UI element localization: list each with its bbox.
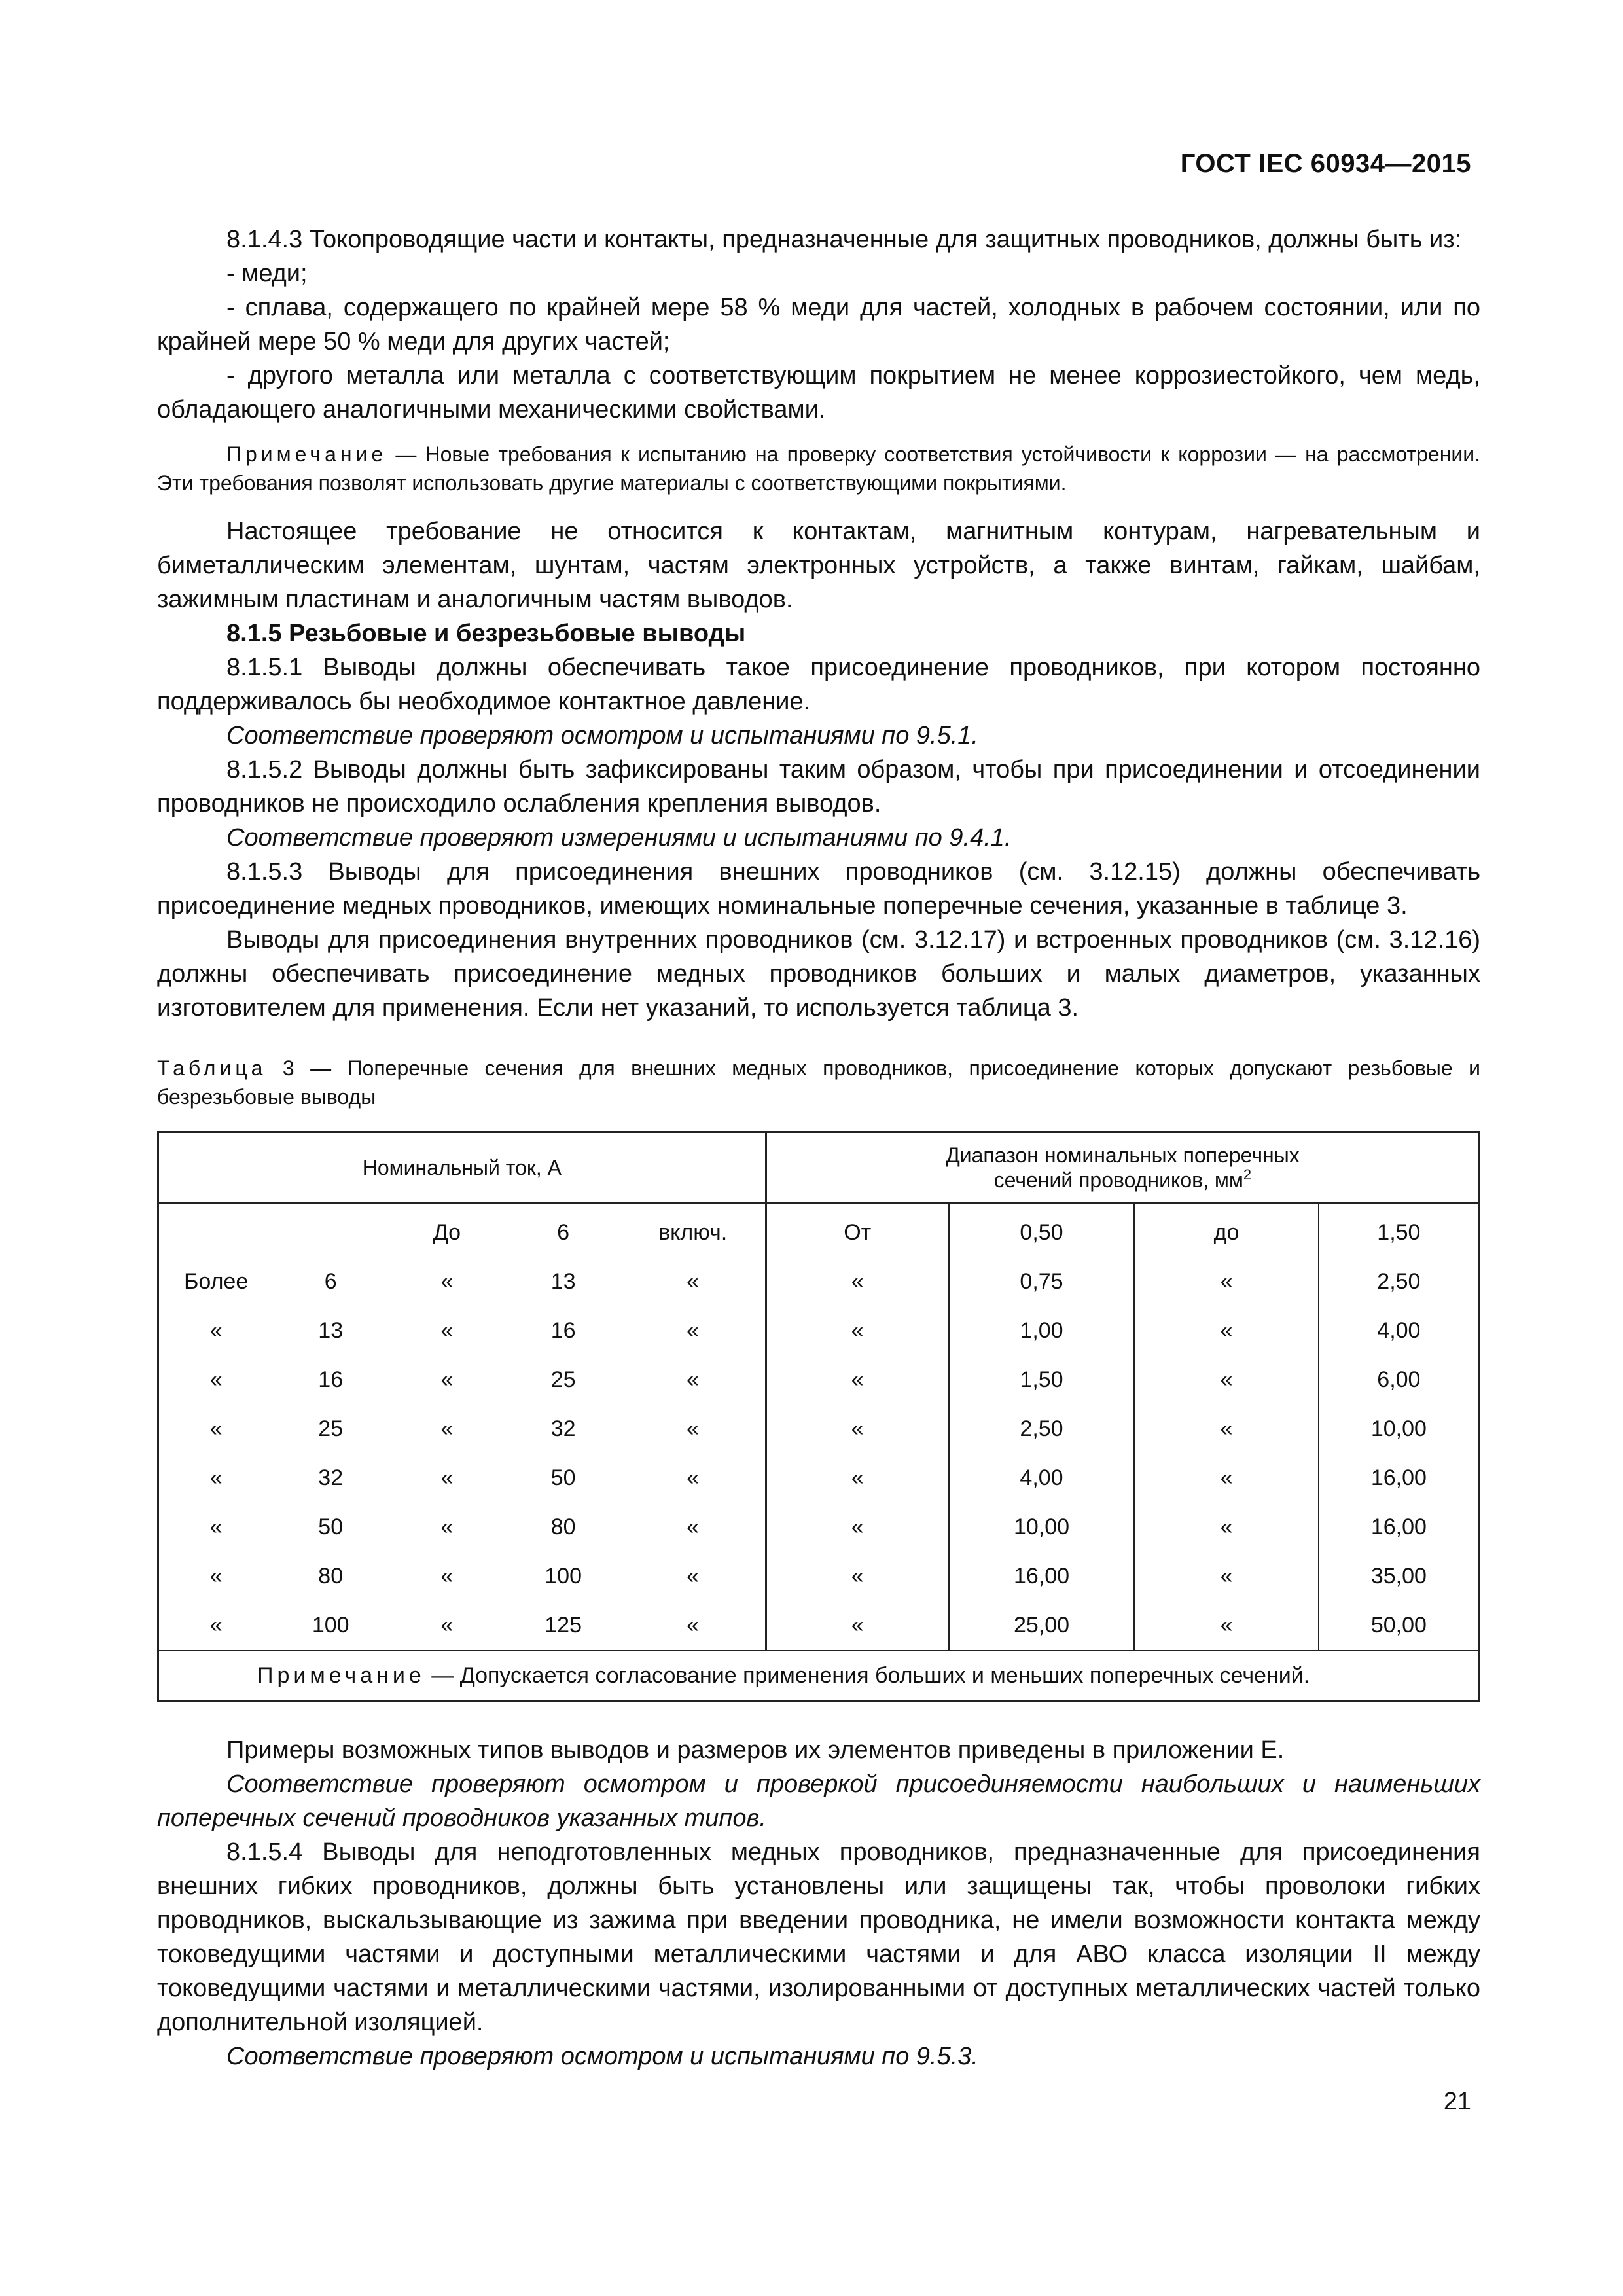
header-nominal-current: Номинальный ток, А <box>158 1132 766 1204</box>
table-row <box>158 1405 1480 1454</box>
clause-8-1-5-3-internal: Выводы для присоединения внутренних проводников (см. 3.12.17) и встроенных проводников (см. 3.12.16) должны обеспечивать присоединение медных проводников больших и малых диаметров, указанных изготовителем для применения. Если нет указаний, то используется таблица 3. <box>157 926 1480 1022</box>
table-cell: 16 <box>550 1318 576 1343</box>
list-item: - меди; <box>226 260 308 287</box>
table-cell: 4,00 <box>949 1454 1135 1503</box>
table-cell: « <box>851 1367 864 1392</box>
document-code: ГОСТ IEC 60934—2015 <box>1180 149 1471 178</box>
table-note-row <box>158 1651 1480 1701</box>
table-cell: « <box>209 1318 223 1343</box>
annex-reference: Примеры возможных типов выводов и размеров их элементов приведены в приложении Е. <box>226 1736 1285 1764</box>
clause-8-1-5-4: 8.1.5.4 Выводы для неподготовленных медных проводников, предназначенные для присоединения внешних гибких проводников, должны быть установлены или защищены так, чтобы проволоки гибких проводников, выскальзывающие из зажима при введении проводника, не имели возможности контакта между токоведущими частями и доступными металлическими частями и для АВО класса изоляции II между токоведущими частями и металлическими частями, изолированными от доступных металлических частей только дополнительной изоляцией. <box>157 1839 1480 2036</box>
table-note-label: Примечание <box>257 1662 425 1688</box>
table-cell: « <box>440 1318 454 1343</box>
table-cell: « <box>1134 1405 1318 1454</box>
table-cell: « <box>851 1269 864 1294</box>
note-text: — Новые требования к испытанию на проверку соответствия устойчивости к коррозии — на рассмотрении. Эти требования позволят использовать другие материалы с соответствующими покрытиями. <box>157 442 1480 495</box>
clause-8-1-5-3: 8.1.5.3 Выводы для присоединения внешних проводников (см. 3.12.15) должны обеспечивать присоединение медных проводников, имеющих номинальные поперечные сечения, указанные в таблице 3. <box>157 858 1480 920</box>
table-cell: 16,00 <box>1319 1454 1480 1503</box>
table-cell: « <box>621 1601 766 1651</box>
table-cell: « <box>209 1416 223 1441</box>
table-cell: 16,00 <box>1319 1503 1480 1552</box>
table-cell: 6,00 <box>1319 1355 1480 1405</box>
table-row <box>158 1306 1480 1355</box>
table-cell: 0,75 <box>949 1257 1135 1306</box>
table-cell: До <box>433 1220 461 1245</box>
table-cell: 0,50 <box>949 1204 1135 1258</box>
table-cell <box>158 1204 274 1258</box>
table-cell: « <box>851 1318 864 1343</box>
table-cell: 35,00 <box>1319 1552 1480 1601</box>
table-cell: 1,50 <box>949 1355 1135 1405</box>
table-cell: « <box>440 1515 454 1539</box>
table-cell: « <box>1134 1601 1318 1651</box>
table-cell: 16 <box>318 1367 344 1392</box>
table-cell: « <box>851 1416 864 1441</box>
table-row <box>158 1454 1480 1503</box>
table-cell: 125 <box>544 1613 582 1638</box>
exclusion-paragraph: Настоящее требование не относится к контактам, магнитным контурам, нагревательным и биметаллическим элементам, шунтам, частям электронных устройств, а также винтам, гайкам, шайбам, зажимным пластинам и аналогичным частям выводов. <box>157 518 1480 613</box>
table-cell: 50 <box>550 1465 576 1490</box>
table-row <box>158 1257 1480 1306</box>
table-cell: 6 <box>557 1220 570 1245</box>
table-cell: « <box>209 1564 223 1588</box>
table-cell: « <box>621 1306 766 1355</box>
compliance-check: Соответствие проверяют осмотром и испытаниями по 9.5.1. <box>226 722 978 749</box>
table-cell: 4,00 <box>1319 1306 1480 1355</box>
table-cell: 10,00 <box>1319 1405 1480 1454</box>
compliance-check: Соответствие проверяют измерениями и испытаниями по 9.4.1. <box>226 824 1012 852</box>
table-cell: 10,00 <box>949 1503 1135 1552</box>
table-note-text: — Допускается согласование применения больших и меньших поперечных сечений. <box>425 1662 1310 1688</box>
table-caption-label: Таблица <box>157 1056 267 1080</box>
table-row <box>158 1601 1480 1651</box>
table-cell: 32 <box>550 1416 576 1441</box>
table-cell: 1,00 <box>949 1306 1135 1355</box>
table-cell: « <box>440 1613 454 1638</box>
table-cell: « <box>851 1613 864 1638</box>
table-cell: « <box>209 1613 223 1638</box>
table-cell: 80 <box>318 1564 344 1588</box>
table-cell: « <box>440 1367 454 1392</box>
table-row <box>158 1204 1480 1258</box>
table-cell: « <box>851 1465 864 1490</box>
table-cell: 2,50 <box>1319 1257 1480 1306</box>
table-cell: 2,50 <box>949 1405 1135 1454</box>
table-header-row <box>158 1132 1480 1204</box>
table-cell: 25 <box>550 1367 576 1392</box>
table-cell: 6 <box>324 1269 337 1294</box>
note-corrosion <box>157 440 1480 497</box>
compliance-check: Соответствие проверяют осмотром и проверкой присоединяемости наибольших и наименьших поперечных сечений проводников указанных типов. <box>157 1770 1480 1832</box>
header-cross-section-range: Диапазон номинальных поперечных сечений проводников, $мм^2$ <box>766 1132 1479 1204</box>
page-content <box>157 223 1480 2073</box>
table-cell: Более <box>184 1269 249 1294</box>
table-row <box>158 1552 1480 1601</box>
table-cell: « <box>1134 1552 1318 1601</box>
table-cell: « <box>621 1355 766 1405</box>
table-cell <box>273 1204 388 1258</box>
table-cell: 100 <box>312 1613 349 1638</box>
table-cell: « <box>440 1564 454 1588</box>
table-cell: 32 <box>318 1465 344 1490</box>
table-cell: 16,00 <box>949 1552 1135 1601</box>
page-number: 21 <box>1443 2088 1471 2115</box>
table-cell: « <box>1134 1503 1318 1552</box>
table-cell: 80 <box>550 1515 576 1539</box>
table-row <box>158 1355 1480 1405</box>
table-body <box>158 1204 1480 1651</box>
table-cell: « <box>209 1465 223 1490</box>
cross-section-table <box>157 1131 1480 1702</box>
list-item: - другого металла или металла с соответствующим покрытием не менее коррозиестойкого, чем медь, обладающего аналогичными механическими свойствами. <box>157 362 1480 423</box>
table-cell: « <box>209 1367 223 1392</box>
table-cell: 1,50 <box>1319 1204 1480 1258</box>
table-cell: 13 <box>318 1318 344 1343</box>
table-cell: 25 <box>318 1416 344 1441</box>
table-cell: « <box>440 1416 454 1441</box>
table-caption <box>157 1054 1480 1111</box>
table-cell: до <box>1134 1204 1318 1258</box>
table-cell: 50,00 <box>1319 1601 1480 1651</box>
table-cell: « <box>440 1465 454 1490</box>
table-cell: 50 <box>318 1515 344 1539</box>
clause-8-1-4-3: 8.1.4.3 Токопроводящие части и контакты, предназначенные для защитных проводников, должны быть из: <box>226 226 1462 253</box>
table-cell: 100 <box>544 1564 582 1588</box>
table-cell: « <box>621 1405 766 1454</box>
table-cell: « <box>621 1552 766 1601</box>
note-label: Примечание <box>226 442 387 466</box>
table-cell: От <box>844 1220 872 1245</box>
table-cell: « <box>621 1503 766 1552</box>
list-item: - сплава, содержащего по крайней мере 58 % меди для частей, холодных в рабочем состоянии, или по крайней мере 50 % меди для других частей; <box>157 294 1480 355</box>
table-row <box>158 1503 1480 1552</box>
table-cell: « <box>621 1257 766 1306</box>
table-note <box>158 1651 1480 1701</box>
table-cell: « <box>1134 1355 1318 1405</box>
table-cell: « <box>851 1564 864 1588</box>
section-heading-8-1-5: 8.1.5 Резьбовые и безрезьбовые выводы <box>226 620 746 647</box>
table-cell: « <box>1134 1306 1318 1355</box>
clause-8-1-5-2: 8.1.5.2 Выводы должны быть зафиксированы таким образом, чтобы при присоединении и отсоединении проводников не происходило ослабления крепления выводов. <box>157 756 1480 817</box>
clause-8-1-5-1: 8.1.5.1 Выводы должны обеспечивать такое присоединение проводников, при котором постоянно поддерживалось бы необходимое контактное давление. <box>157 654 1480 715</box>
table-cell: « <box>851 1515 864 1539</box>
table-cell: включ. <box>621 1204 766 1258</box>
table-cell: « <box>1134 1454 1318 1503</box>
table-caption-text: 3 — Поперечные сечения для внешних медных проводников, присоединение которых допускают резьбовые и безрезьбовые выводы <box>157 1056 1480 1109</box>
table-cell: « <box>440 1269 454 1294</box>
table-cell: 13 <box>550 1269 576 1294</box>
table-cell: « <box>209 1515 223 1539</box>
table-cell: 25,00 <box>949 1601 1135 1651</box>
compliance-check: Соответствие проверяют осмотром и испытаниями по 9.5.3. <box>226 2043 978 2070</box>
table-cell: « <box>1134 1257 1318 1306</box>
table-cell: « <box>621 1454 766 1503</box>
